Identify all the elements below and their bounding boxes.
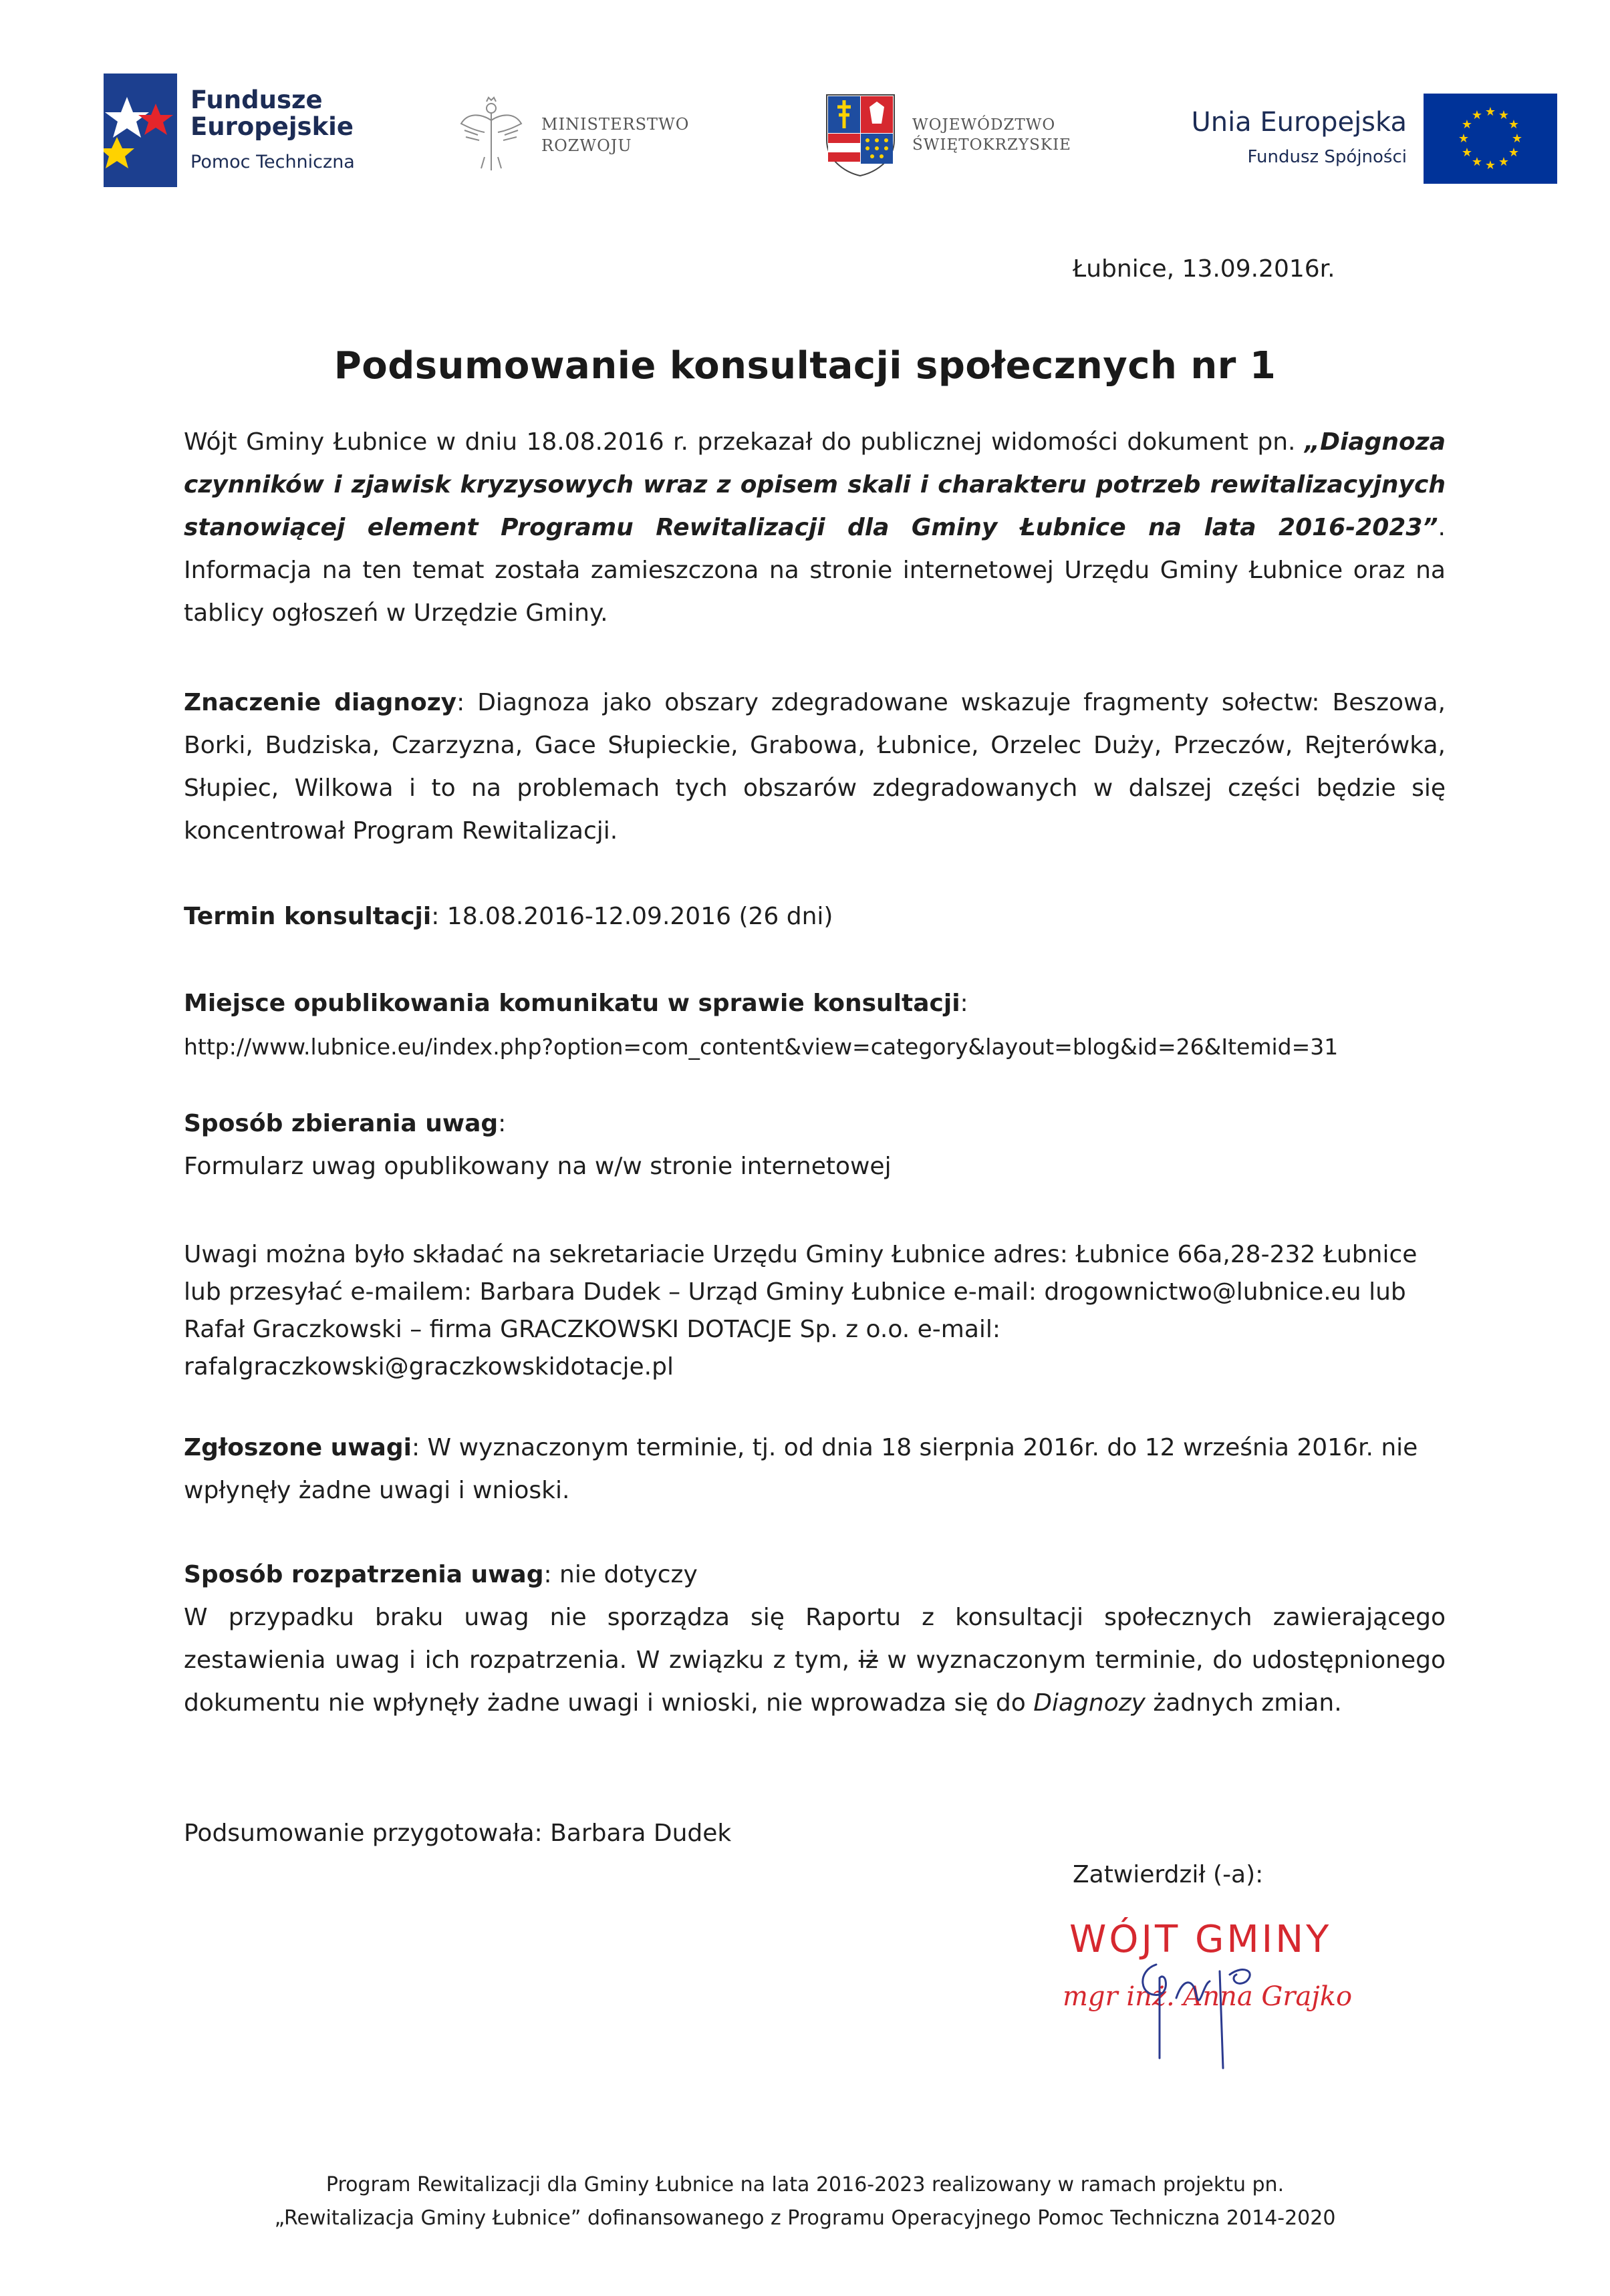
- significance-text: : Diagnoza jako obszary zdegradowane wskazuje fragmenty sołectw: Beszowa, Borki, Budziska, Czarzyzna, Gace Słupieckie, Grabowa, Łubnice, Orzelec Duży, Przeczów, Rejterówka, Słupiec, Wilkowa i to na problemach tych obszarów zdegradowanych w dalszej części będzie się koncentrował Program Rewitalizacji.: [184, 689, 1446, 845]
- svg-text:★: ★: [1508, 146, 1520, 160]
- submission-line2: lub przesyłać e-mailem: Barbara Dudek – Urząd Gminy Łubnice e-mail: drogownictwo@lubnice.eu lub: [184, 1278, 1406, 1306]
- reported-text: : W wyznaczonym terminie, tj. od dnia 18 sierpnia 2016r. do 12 września 2016r. nie wpłynęły żadne uwagi i wnioski.: [184, 1434, 1418, 1504]
- method-paragraph: [184, 1103, 1446, 1145]
- consideration-label: Sposób rozpatrzenia uwag: [184, 1561, 544, 1588]
- svg-text:★: ★: [1461, 118, 1473, 132]
- intro-paragraph: [184, 421, 1446, 635]
- submission-line4: rafalgraczkowski@graczkowskidotacje.pl: [184, 1353, 674, 1381]
- fe-sub: Pomoc Techniczna: [190, 152, 355, 172]
- intro-post: . Informacja na ten temat została zamieszczona na stronie internetowej Urzędu Gminy Łubnice oraz na tablicy ogłoszeń w Urzędzie Gminy.: [184, 514, 1446, 627]
- ue-line1: Unia Europejska: [1191, 107, 1407, 138]
- submission-line3: Rafał Graczkowski – firma GRACZKOWSKI DOTACJE Sp. z o.o. e-mail:: [184, 1316, 1001, 1343]
- wojewodztwo-logo: [825, 94, 1071, 180]
- consideration-diag: Diagnozy: [1033, 1689, 1146, 1717]
- footer-line1: Program Rewitalizacji dla Gminy Łubnice na lata 2016-2023 realizowany w ramach projektu pn.: [325, 2173, 1285, 2196]
- svg-text:★: ★: [1471, 108, 1483, 122]
- ws-line2: ŚWIĘTOKRZYSKIE: [912, 136, 1071, 154]
- term-text: : 18.08.2016-12.09.2016 (26 dni): [431, 903, 833, 930]
- mr-line1: MINISTERSTWO: [541, 115, 690, 134]
- consideration-paragraph: [184, 1596, 1446, 1725]
- method-text: Formularz uwag opublikowany na w/w stronie internetowej: [184, 1153, 892, 1180]
- ws-line1: WOJEWÓDZTWO: [912, 116, 1056, 134]
- footer-line2: „Rewitalizacja Gminy Łubnice” dofinansowanego z Programu Operacyjnego Pomoc Techniczna 2014-2020: [274, 2206, 1336, 2230]
- fe-stars-icon: [104, 74, 177, 187]
- significance-label: Znaczenie diagnozy: [184, 689, 457, 716]
- svg-text:★: ★: [1498, 108, 1510, 122]
- document-title: Podsumowanie konsultacji społecznych nr 1: [333, 344, 1277, 388]
- significance-paragraph: [184, 682, 1446, 853]
- svg-text:★: ★: [1458, 132, 1470, 146]
- coat-of-arms-icon: [825, 94, 896, 177]
- handwritten-signature: [1129, 1958, 1263, 2071]
- footer: [0, 2168, 1610, 2235]
- prepared-by: Podsumowanie przygotowała: Barbara Dudek: [184, 1820, 732, 1847]
- svg-text:★: ★: [1461, 146, 1473, 160]
- stamp-name: mgr inż. Anna Grajko: [1063, 1981, 1353, 2012]
- eagle-emblem-icon: [458, 94, 525, 174]
- approved-label: Zatwierdził (-a):: [1073, 1861, 1264, 1888]
- ue-line2: Fundusz Spójności: [1247, 147, 1407, 167]
- svg-text:★: ★: [1511, 132, 1523, 146]
- fundusze-europejskie-logo: [104, 74, 355, 190]
- method-colon: :: [498, 1110, 507, 1137]
- svg-text:★: ★: [1508, 118, 1520, 132]
- place-colon: :: [960, 990, 968, 1017]
- consideration-strike: iż: [858, 1646, 878, 1674]
- svg-text:★: ★: [1498, 155, 1510, 169]
- reported-paragraph: [184, 1427, 1446, 1512]
- consideration-text: : nie dotyczy: [543, 1561, 698, 1588]
- fe-line2: Europejskie: [190, 112, 354, 141]
- submission-paragraph: [184, 1236, 1446, 1386]
- fe-name: [190, 87, 354, 140]
- header-logos: [100, 63, 1564, 197]
- place-paragraph: [184, 982, 1446, 1025]
- mr-text: [541, 114, 689, 156]
- svg-text:★: ★: [1471, 155, 1483, 169]
- consideration-part-b: w wyznaczonym terminie, do udostępnionego dokumentu nie wpłynęły żadne uwagi i wnioski, nie wprowadza się do: [184, 1646, 1446, 1717]
- consideration-part-c: żadnych zmian.: [1145, 1689, 1342, 1717]
- consideration-heading: [184, 1554, 1446, 1596]
- eu-flag-icon: [1424, 94, 1557, 184]
- reported-label: Zgłoszone uwagi: [184, 1434, 412, 1461]
- method-label: Sposób zbierania uwag: [184, 1110, 499, 1137]
- intro-pre: Wójt Gminy Łubnice w dniu 18.08.2016 r. przekazał do publicznej widomości dokument pn.: [184, 428, 1305, 456]
- fe-line1: Fundusze: [190, 86, 323, 114]
- submission-line1: Uwagi można było składać na sekretariacie Urzędu Gminy Łubnice adres: Łubnice 66a,28-232 Łubnice: [184, 1241, 1418, 1268]
- ministerstwo-rozwoju-logo: [458, 94, 690, 176]
- svg-text:★: ★: [1484, 158, 1496, 172]
- place-label: Miejsce opublikowania komunikatu w sprawie konsultacji: [184, 990, 960, 1017]
- place-url[interactable]: http://www.lubnice.eu/index.php?option=com_content&view=category&layout=blog&id=26&Itemid=31: [184, 1034, 1339, 1060]
- document-date: Łubnice, 13.09.2016r.: [1073, 255, 1335, 283]
- mr-line2: ROZWOJU: [541, 136, 632, 155]
- ws-text: [912, 115, 1071, 155]
- intro-doc-name: „Diagnoza czynników i zjawisk kryzysowych wraz z opisem skali i charakteru potrzeb rewitalizacyjnych stanowiącej element Programu Rewitalizacji dla Gminy Łubnice na lata 2016-2023”: [184, 428, 1446, 541]
- consideration-part-a: W przypadku braku uwag nie sporządza się Raportu z konsultacji społecznych zawierającego zestawienia uwag i ich rozpatrzenia. W związku z tym,: [184, 1604, 1446, 1674]
- term-paragraph: [184, 895, 1446, 938]
- svg-text:★: ★: [1484, 105, 1496, 119]
- stamp-title: WÓJT GMINY: [1069, 1918, 1332, 1961]
- term-label: Termin konsultacji: [184, 903, 432, 930]
